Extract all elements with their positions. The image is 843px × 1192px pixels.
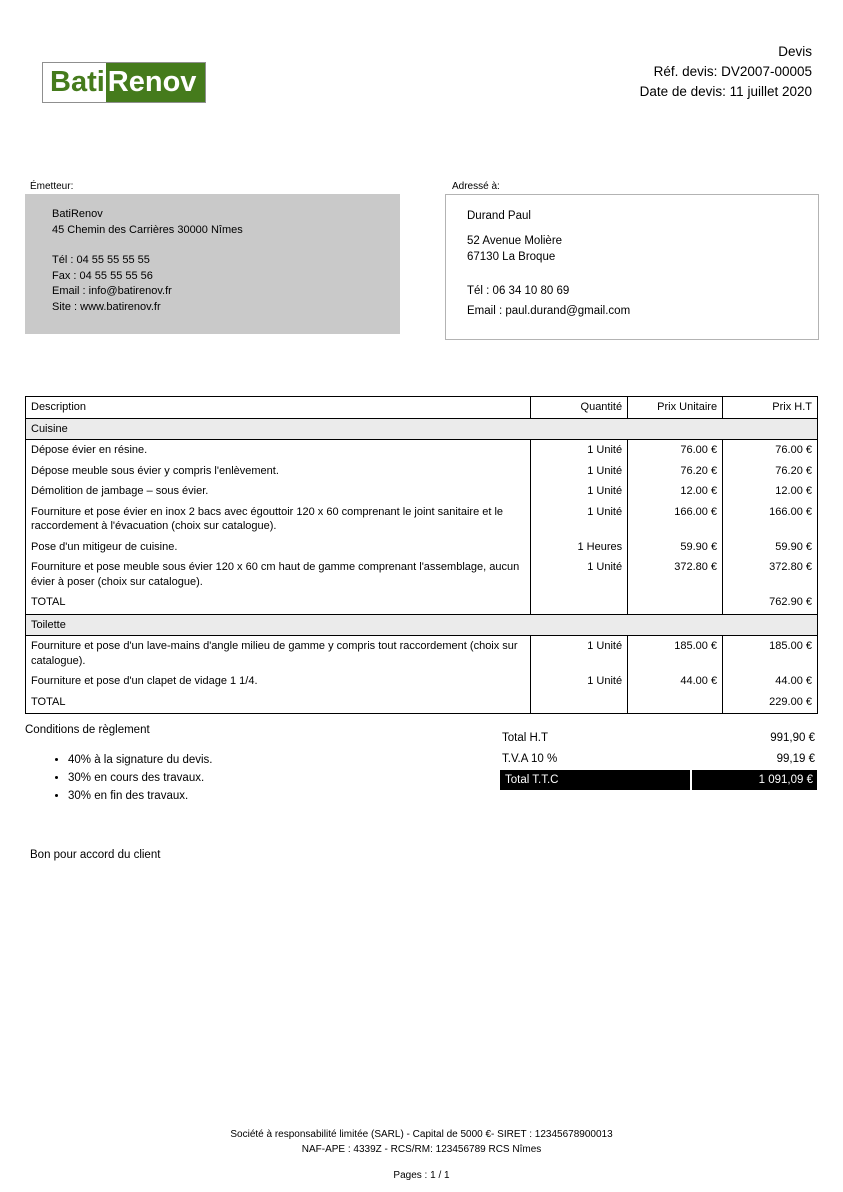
section-total-label: TOTAL xyxy=(26,692,531,714)
totals-summary xyxy=(500,727,817,790)
logo-text-renov: Renov xyxy=(106,63,206,102)
recipient-address-line2: 67130 La Broque xyxy=(467,251,556,263)
table-row xyxy=(26,461,818,482)
sender-address: 45 Chemin des Carrières 30000 Nîmes xyxy=(52,223,243,236)
table-row xyxy=(26,537,818,558)
cell-quantity: 1 Unité xyxy=(531,557,628,592)
cell-unit-price: 76.20 € xyxy=(628,461,723,482)
payment-term-item: • 30% en cours des travaux. xyxy=(68,770,212,786)
recipient-phone: Tél : 06 34 10 80 69 xyxy=(467,285,570,297)
recipient-box xyxy=(445,194,819,340)
client-approval-text: Bon pour accord du client xyxy=(30,849,161,861)
logo-text-bati: Bati xyxy=(43,63,106,102)
sender-email: Email : info@batirenov.fr xyxy=(52,285,172,297)
sender-fax: Fax : 04 55 55 55 56 xyxy=(52,269,153,282)
recipient-label: Adressé à: xyxy=(452,181,500,192)
cell-description: Pose d'un mitigeur de cuisine. xyxy=(26,537,531,558)
section-total-empty-unit xyxy=(628,692,723,714)
total-ttc-value: 1 091,09 € xyxy=(692,770,817,790)
cell-description: Fourniture et pose d'un lave-mains d'angle milieu de gamme y compris tout raccordement (choix sur catalogue). xyxy=(26,636,531,672)
footer-legal-line1: Société à responsabilité limitée (SARL) - Capital de 5000 €- SIRET : 12345678900013 xyxy=(230,1129,613,1140)
table-row xyxy=(26,671,818,692)
cell-description: Fourniture et pose meuble sous évier 120 x 60 cm haut de gamme comprenant l'assemblage, aucun évier à poser (choix sur catalogue). xyxy=(26,557,531,592)
footer-page-number: Pages : 1 / 1 xyxy=(393,1170,450,1181)
document-type: Devis xyxy=(778,44,812,59)
company-logo xyxy=(42,62,206,103)
total-ttc-row xyxy=(500,770,817,790)
cell-description: Dépose évier en résine. xyxy=(26,440,531,461)
section-total-empty-qty xyxy=(531,692,628,714)
column-header-price-ht: Prix H.T xyxy=(723,397,818,419)
cell-unit-price: 59.90 € xyxy=(628,537,723,558)
total-ht-label: Total H.T xyxy=(502,731,549,744)
sender-name: BatiRenov xyxy=(52,208,103,220)
cell-unit-price: 44.00 € xyxy=(628,671,723,692)
total-ttc-label: Total T.T.C xyxy=(500,770,690,790)
cell-description: Fourniture et pose d'un clapet de vidage 1 1/4. xyxy=(26,671,531,692)
table-row xyxy=(26,502,818,537)
payment-term-item: • 30% en fin des travaux. xyxy=(68,788,212,804)
document-title-block xyxy=(640,42,812,102)
cell-unit-price: 166.00 € xyxy=(628,502,723,537)
cell-quantity: 1 Unité xyxy=(531,636,628,672)
cell-quantity: 1 Heures xyxy=(531,537,628,558)
recipient-address-line1: 52 Avenue Molière xyxy=(467,235,563,247)
cell-unit-price: 76.00 € xyxy=(628,440,723,461)
column-header-description: Description xyxy=(26,397,531,419)
quote-reference: Réf. devis: DV2007-00005 xyxy=(653,64,812,79)
section-total-value: 229.00 € xyxy=(723,692,818,714)
table-row xyxy=(26,636,818,672)
table-row xyxy=(26,481,818,502)
recipient-name: Durand Paul xyxy=(467,210,531,222)
cell-description: Démolition de jambage – sous évier. xyxy=(26,481,531,502)
total-ht-row xyxy=(500,727,817,748)
cell-price-ht: 59.90 € xyxy=(723,537,818,558)
footer-legal-line2: NAF-APE : 4339Z - RCS/RM: 123456789 RCS Nîmes xyxy=(301,1144,542,1155)
sender-box xyxy=(25,194,400,334)
payment-terms xyxy=(25,724,212,806)
cell-quantity: 1 Unité xyxy=(531,671,628,692)
footer-legal xyxy=(0,1127,843,1157)
column-header-unit-price: Prix Unitaire xyxy=(628,397,723,419)
cell-unit-price: 185.00 € xyxy=(628,636,723,672)
section-total-value: 762.90 € xyxy=(723,592,818,614)
cell-price-ht: 12.00 € xyxy=(723,481,818,502)
table-header-row xyxy=(26,397,818,419)
section-total-label: TOTAL xyxy=(26,592,531,614)
cell-price-ht: 185.00 € xyxy=(723,636,818,672)
section-total-row xyxy=(26,592,818,614)
cell-price-ht: 76.00 € xyxy=(723,440,818,461)
section-header-row xyxy=(26,614,818,636)
sender-phone: Tél : 04 55 55 55 55 xyxy=(52,254,150,266)
table-row xyxy=(26,440,818,461)
cell-quantity: 1 Unité xyxy=(531,440,628,461)
payment-term-item: • 40% à la signature du devis. xyxy=(68,752,212,768)
cell-unit-price: 12.00 € xyxy=(628,481,723,502)
quote-table-body xyxy=(26,418,818,714)
column-header-quantity: Quantité xyxy=(531,397,628,419)
cell-price-ht: 76.20 € xyxy=(723,461,818,482)
cell-price-ht: 44.00 € xyxy=(723,671,818,692)
cell-quantity: 1 Unité xyxy=(531,461,628,482)
tva-label: T.V.A 10 % xyxy=(502,752,558,765)
table-row xyxy=(26,557,818,592)
section-header-row xyxy=(26,418,818,440)
sender-website: Site : www.batirenov.fr xyxy=(52,300,161,313)
cell-unit-price: 372.80 € xyxy=(628,557,723,592)
section-total-empty-unit xyxy=(628,592,723,614)
cell-price-ht: 372.80 € xyxy=(723,557,818,592)
section-total-empty-qty xyxy=(531,592,628,614)
tva-value: 99,19 € xyxy=(776,752,815,765)
cell-description: Fourniture et pose évier en inox 2 bacs avec égouttoir 120 x 60 comprenant le joint sanitaire et le raccordement à l'évacuation (choix sur catalogue). xyxy=(26,502,531,537)
recipient-email: Email : paul.durand@gmail.com xyxy=(467,305,631,317)
tva-row xyxy=(500,748,817,769)
sender-label: Émetteur: xyxy=(30,181,74,192)
payment-terms-title: Conditions de règlement xyxy=(25,724,150,736)
payment-terms-list xyxy=(68,752,212,804)
section-name: Toilette xyxy=(26,614,818,636)
cell-price-ht: 166.00 € xyxy=(723,502,818,537)
cell-description: Dépose meuble sous évier y compris l'enlèvement. xyxy=(26,461,531,482)
quote-items-table xyxy=(25,396,818,714)
cell-quantity: 1 Unité xyxy=(531,502,628,537)
total-ht-value: 991,90 € xyxy=(770,731,815,744)
cell-quantity: 1 Unité xyxy=(531,481,628,502)
section-name: Cuisine xyxy=(26,418,818,440)
section-total-row xyxy=(26,692,818,714)
quote-date: Date de devis: 11 juillet 2020 xyxy=(639,84,812,99)
